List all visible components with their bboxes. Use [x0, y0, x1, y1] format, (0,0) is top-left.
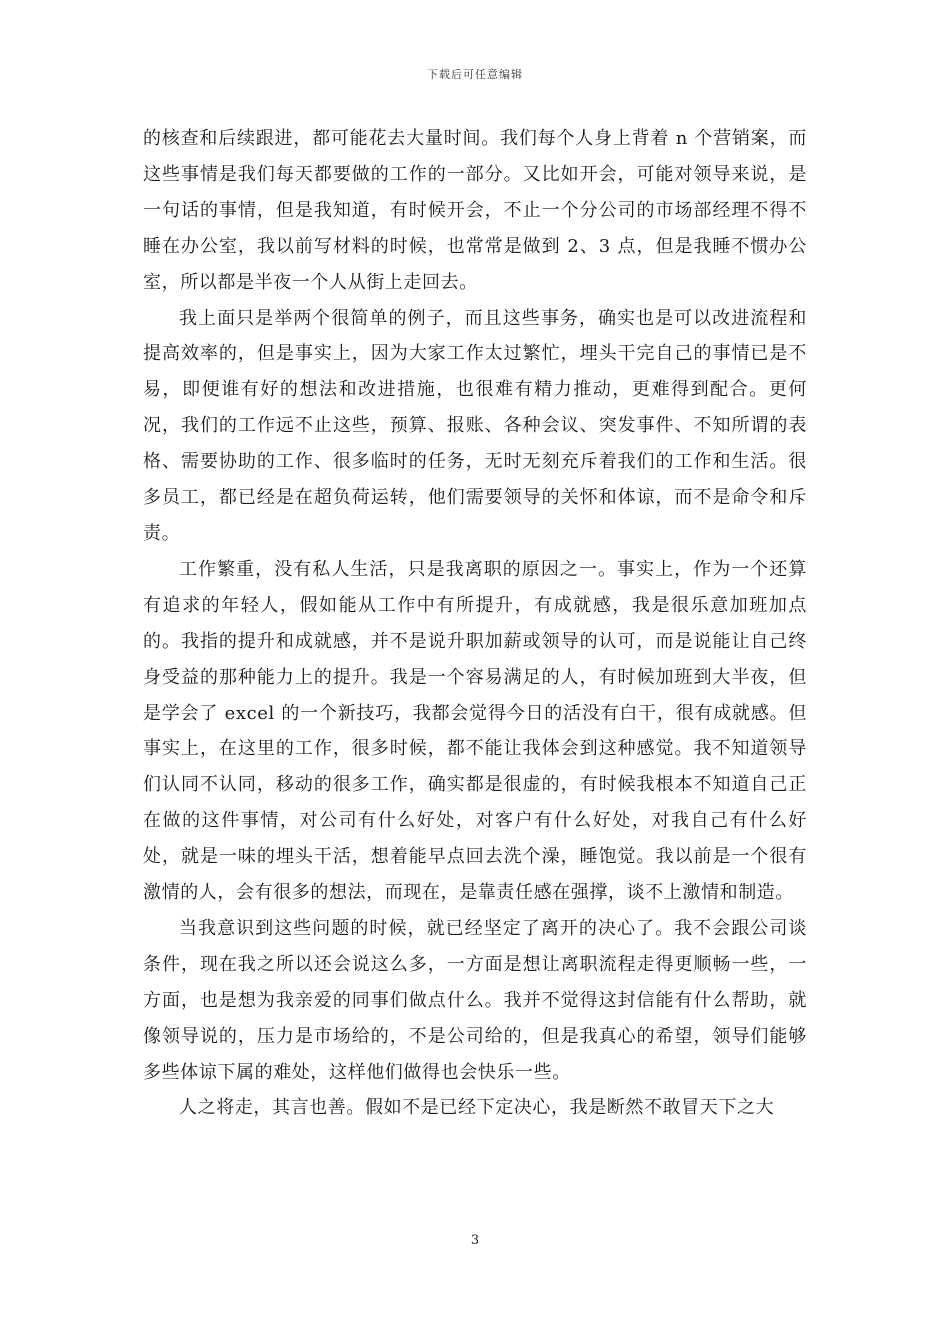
page-header: 下载后可任意编辑 — [427, 68, 523, 81]
paragraph: 的核查和后续跟进，都可能花去大量时间。我们每个人身上背着 n 个营销案，而这些事情是我们每天都要做的工作的一部分。又比如开会，可能对领导来说，是一句话的事情，但是我知道，有时候开会，不止一个分公司的市场部经理不得不睡在办公室，我以前写材料的时候，也常常是做到 2、3 点，但是我睡不惯办公室，所以都是半夜一个人从街上走回去。 — [143, 128, 807, 293]
paragraph: 工作繁重，没有私人生活，只是我离职的原因之一。事实上，作为一个还算有追求的年轻人，假如能从工作中有所提升，有成就感，我是很乐意加班加点的。我指的提升和成就感，并不是说升职加薪或领导的认可，而是说能让自己终身受益的那种能力上的提升。我是一个容易满足的人，有时候加班到大半夜，但是学会了 excel 的一个新技巧，我都会觉得今日的活没有白干，很有成就感。但事实上，在这里的工作，很多时候，都不能让我体会到这种感觉。我不知道领导们认同不认同，移动的很多工作，确实都是很虚的，有时候我根本不知道自己正在做的这件事情，对公司有什么好处，对客户有什么好处，对我自己有什么好处，就是一味的埋头干活，想着能早点回去洗个澡，睡饱觉。我以前是一个很有激情的人，会有很多的想法，而现在，是靠责任感在强撑，谈不上激情和制造。 — [143, 558, 807, 904]
paragraph: 人之将走，其言也善。假如不是已经下定决心，我是断然不敢冒天下之大 — [179, 1097, 775, 1119]
page-number: 3 — [470, 1233, 480, 1248]
document-body — [143, 121, 807, 1126]
paragraph: 当我意识到这些问题的时候，就已经坚定了离开的决心了。我不会跟公司谈条件，现在我之所以还会说这么多，一方面是想让离职流程走得更顺畅一些，一方面，也是想为我亲爱的同事们做点什么。我并不觉得这封信能有什么帮助，就像领导说的，压力是市场给的，不是公司给的，但是我真心的希望，领导们能够多些体谅下属的难处，这样他们做得也会快乐一些。 — [143, 917, 807, 1083]
paragraph: 我上面只是举两个很简单的例子，而且这些事务，确实也是可以改进流程和提高效率的，但是事实上，因为大家工作太过繁忙，埋头干完自己的事情已是不易，即便谁有好的想法和改进措施，也很难有精力推动，更难得到配合。更何况，我们的工作远不止这些，预算、报账、各种会议、突发事件、不知所谓的表格、需要协助的工作、很多临时的任务，无时无刻充斥着我们的工作和生活。很多员工，都已经是在超负荷运转，他们需要领导的关怀和体谅，而不是命令和斥责。 — [143, 307, 807, 544]
